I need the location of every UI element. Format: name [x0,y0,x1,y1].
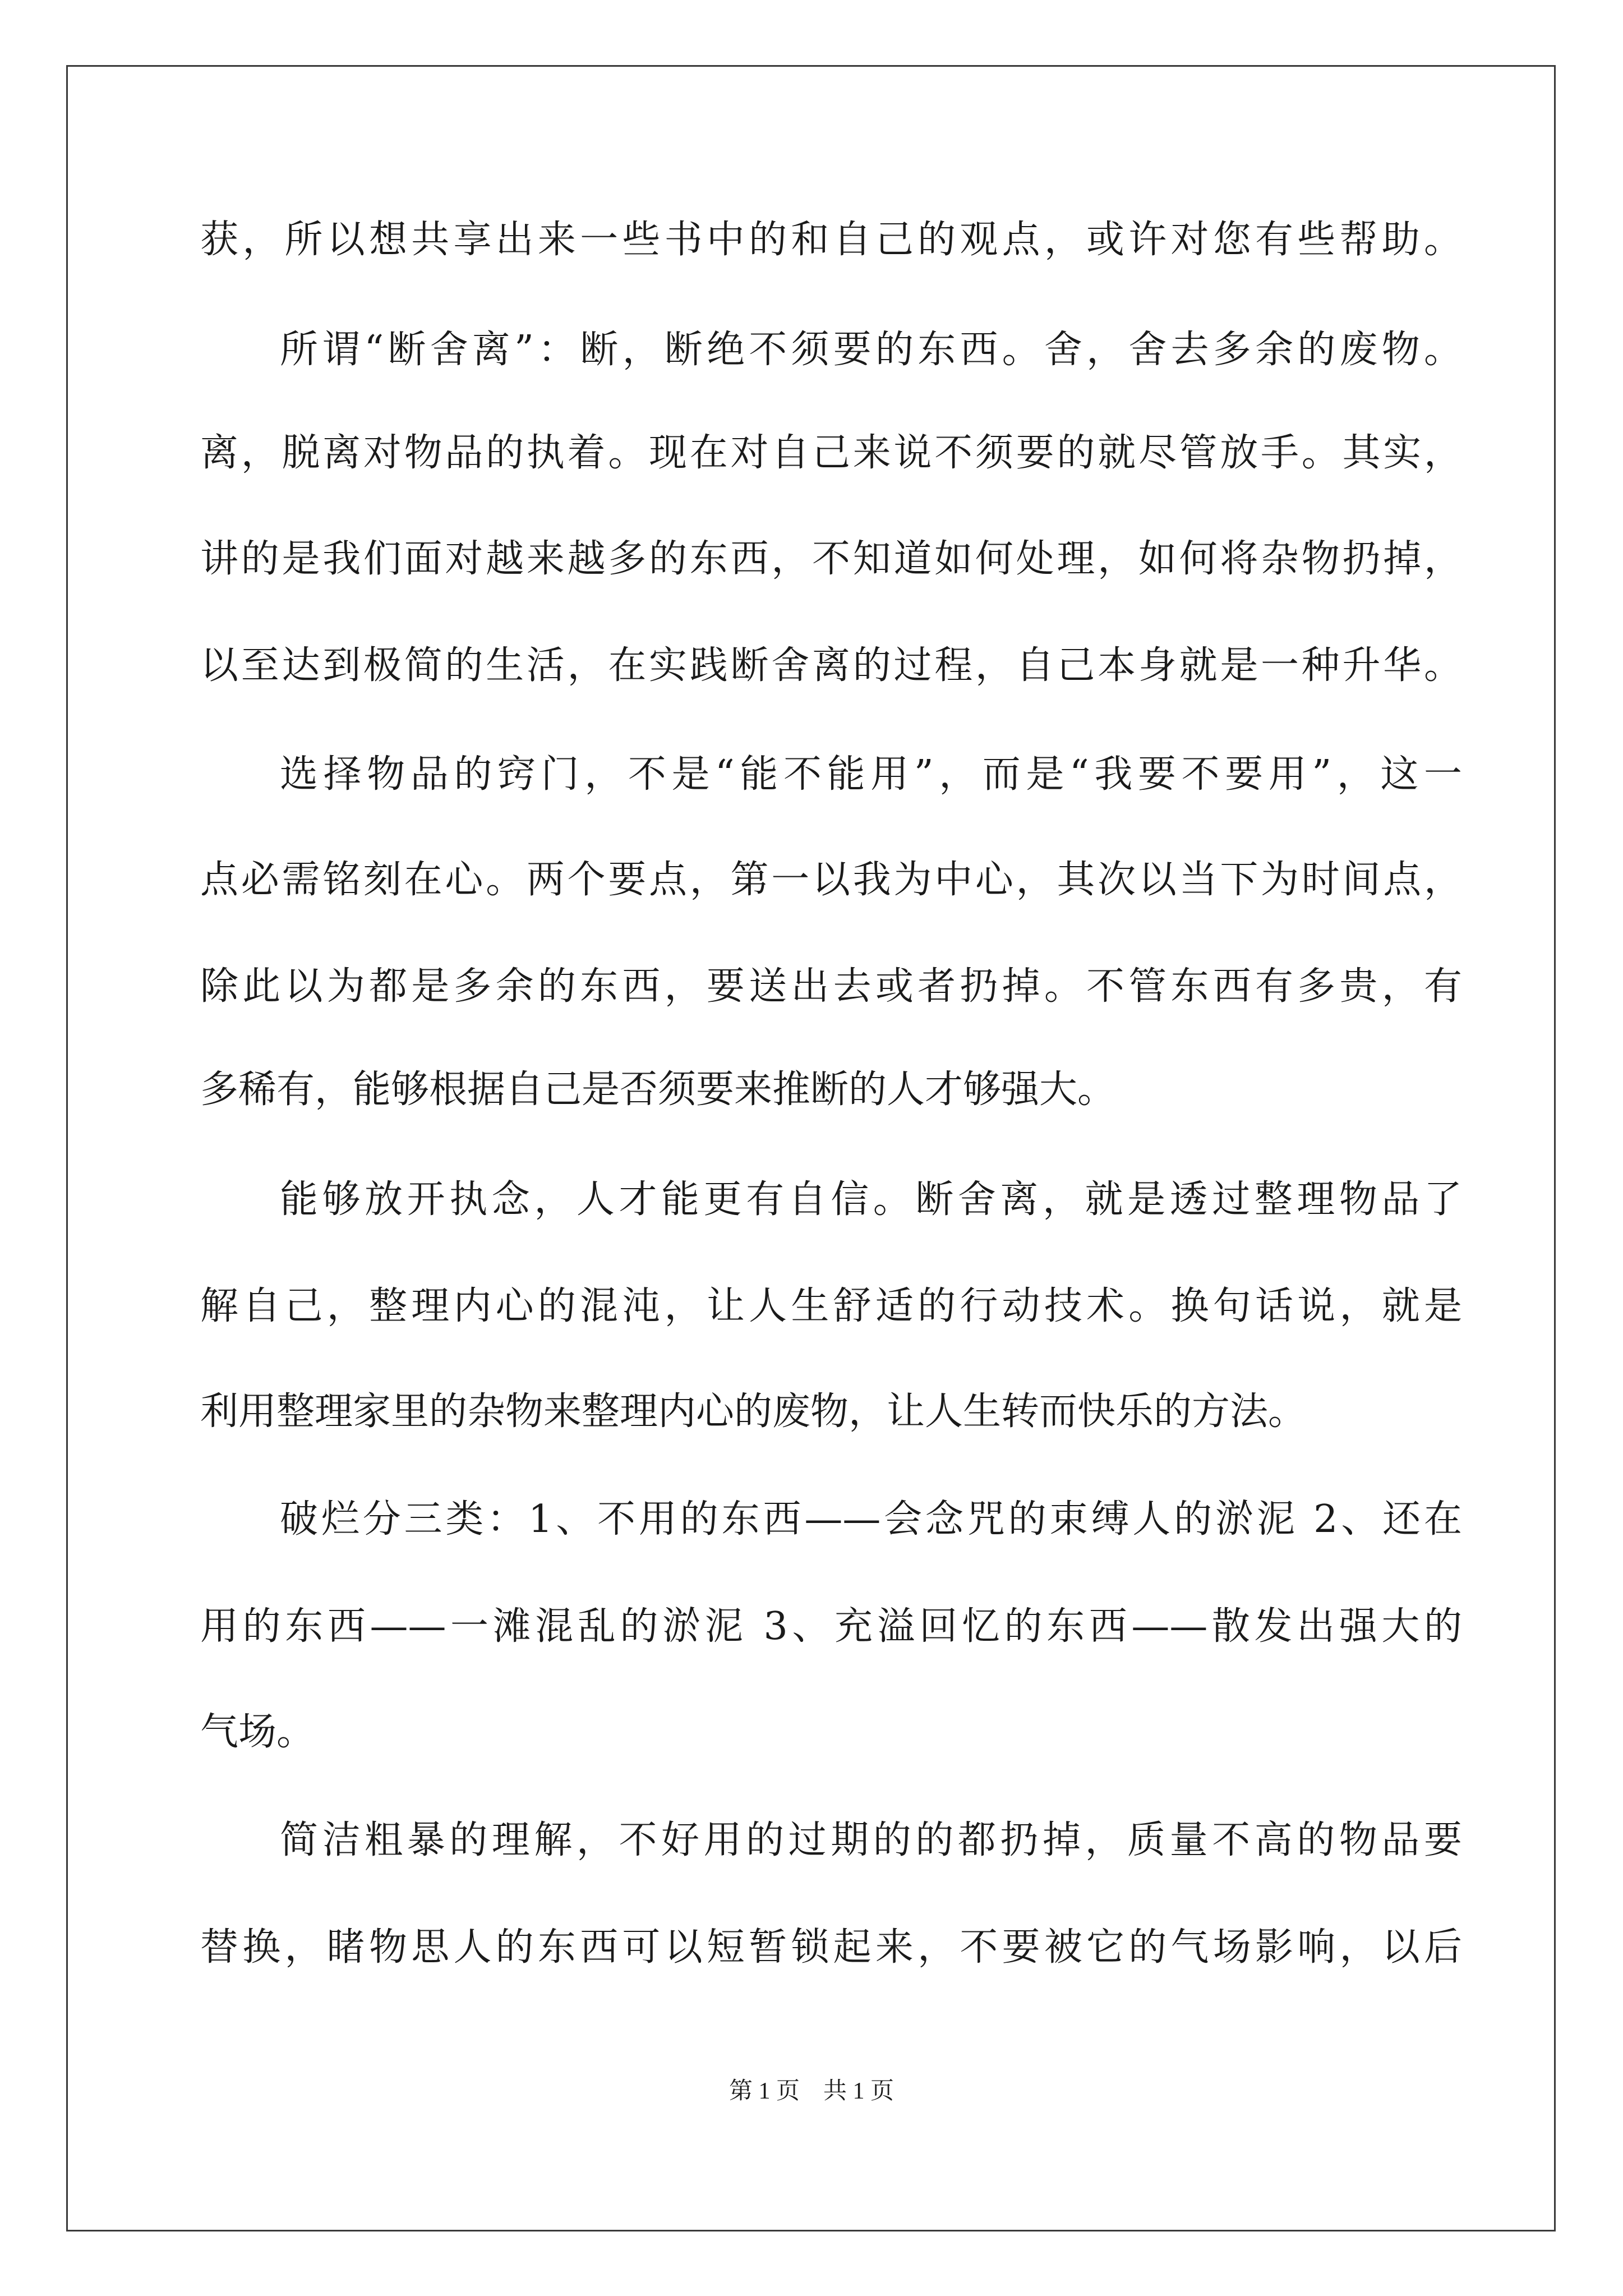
text-line: 气场。 [200,1710,315,1754]
paragraph-first-line: 选择物品的窍门，不是“能不能用”，而是“我要不要用”，这一 [280,752,1462,797]
text-line: 离，脱离对物品的执着。现在对自己来说不须要的就尽管放手。其实， [200,431,1462,475]
text-line: 多稀有，能够根据自己是否须要来推断的人才够强大。 [200,1068,1116,1112]
text-line: 用的东西——一滩混乱的淤泥 3、充溢回忆的东西——散发出强大的 [200,1604,1462,1649]
text-line: 除此以为都是多余的东西，要送出去或者扔掉。不管东西有多贵，有 [200,964,1462,1009]
text-line: 利用整理家里的杂物来整理内心的废物，让人生转而快乐的方法。 [200,1389,1307,1434]
text-line: 解自己，整理内心的混沌，让人生舒适的行动技术。换句话说，就是 [200,1284,1462,1328]
paragraph-first-line: 所谓“断舍离”：断，断绝不须要的东西。舍，舍去多余的废物。 [280,328,1462,372]
paragraph-first-line: 简洁粗暴的理解，不好用的过期的的都扔掉，质量不高的物品要 [280,1818,1462,1862]
page-border [66,65,1556,2231]
text-line: 讲的是我们面对越来越多的东西，不知道如何处理，如何将杂物扔掉， [200,537,1462,581]
text-line: 点必需铭刻在心。两个要点，第一以我为中心，其次以当下为时间点， [200,858,1462,902]
page-number-footer: 第 1 页 共 1 页 [728,2078,894,2104]
paragraph-first-line: 破烂分三类：1、不用的东西——会念咒的束缚人的淤泥 2、还在 [280,1497,1462,1542]
text-line: 获，所以想共享出来一些书中的和自己的观点，或许对您有些帮助。 [200,218,1462,262]
text-line: 替换，睹物思人的东西可以短暂锁起来，不要被它的气场影响，以后 [200,1925,1462,1970]
text-line: 以至达到极简的生活，在实践断舍离的过程，自己本身就是一种升华。 [200,643,1462,688]
paragraph-first-line: 能够放开执念，人才能更有自信。断舍离，就是透过整理物品了 [280,1177,1462,1222]
